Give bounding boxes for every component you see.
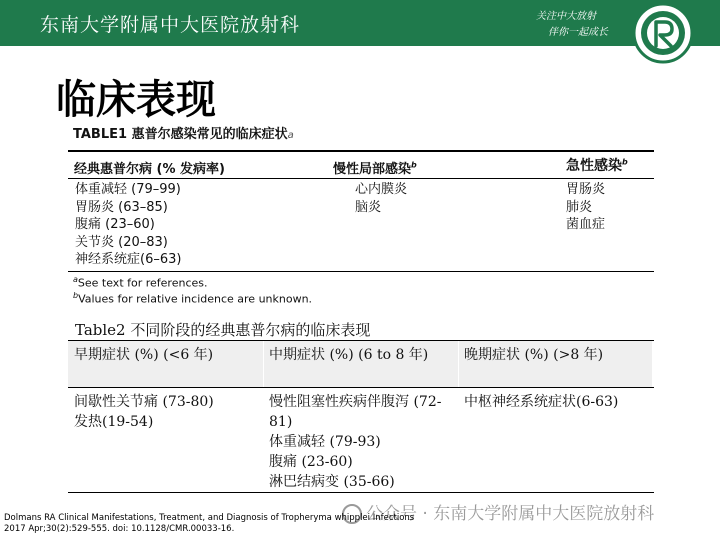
table1-top-rule [68,150,654,152]
list-item: 腹痛 (23–60) [75,217,155,232]
footnote-a-sup: a [73,275,78,284]
list-item: 肺炎 [566,199,593,215]
table1-bottom-rule [68,271,654,272]
list-item: 关节炎 (20–83) [75,234,168,250]
table2-col-mid [269,392,459,492]
page-title: 临床表现 [56,77,216,123]
footnote-a-text: See text for references. [77,276,208,290]
slogan-line-2: 伴你一起成长 [548,27,608,38]
list-item: 体重减轻 (79-93) [269,434,381,450]
table1-caption [73,123,294,142]
reference-line-2: 2017 Apr;30(2):529-555. doi: 10.1128/CMR.00033-16. [4,524,235,534]
table1-header-3-sup: b [622,157,628,167]
table2-divider [263,341,264,387]
table1-header-1-text: 经典惠普尔病 (% 发病率) [74,162,225,177]
table1-header-2-sup: b [411,160,417,170]
reference [4,513,414,535]
list-item: 心内膜炎 [355,182,408,197]
table1-header-2-text: 慢性局部感染 [333,162,412,177]
header-bar [0,0,720,46]
table1-header-1 [74,158,225,177]
table1-header-3-text: 急性感染 [566,158,622,174]
table2-caption: Table2 不同阶段的经典惠普尔病的临床表现 [75,321,371,339]
table2-col-late [464,392,650,412]
list-item: 发热(19-54) [74,414,154,430]
reference-line-1: Dolmans RA Clinical Manifestations, Treatment, and Diagnosis of Tropheryma whipplei Infections [4,513,415,523]
table2-header-late: 晚期症状 (%) (>8 年) [464,347,604,363]
table1-caption-text: TABLE1 惠普尔感染常见的临床症状 [73,127,288,142]
table1-header-3 [566,155,628,175]
table2-col-early [74,392,260,432]
watermark-text: 公众号 · 东南大学附属中大医院放射科 [366,504,655,524]
list-item: 间歇性关节痛 (73-80) [74,394,214,410]
hospital-logo [632,2,694,64]
list-item: 体重减轻 (79–99) [75,182,181,197]
table1-col-chronic [355,181,407,216]
list-item: 胃肠炎 (63–85) [75,199,168,215]
table2-bottom-rule [68,492,654,493]
table2-header-rule [68,387,654,388]
header-title: 东南大学附属中大医院放射科 [40,14,301,36]
table1-header-rule [68,178,654,179]
table1-header-2 [333,158,417,177]
table1-caption-sup: a [287,130,294,141]
list-item: 中枢神经系统症状(6-63) [464,394,619,410]
list-item: 神经系统症(6–63) [75,252,182,267]
list-item: 淋巴结病变 (35-66) [269,474,395,490]
table2-header-early: 早期症状 (%) (<6 年) [74,347,214,363]
footnote-b-sup: b [73,291,79,300]
list-item: 脑炎 [355,199,382,215]
table2-divider [458,341,459,387]
table1-footnote-b [73,291,312,306]
table1-footnote-a [73,275,208,290]
table2-header-mid: 中期症状 (%) (6 to 8 年) [269,347,429,363]
table1-col-classic [75,181,181,269]
header-slogan [536,9,608,41]
list-item: 胃肠炎 [566,182,606,197]
footnote-b-text: Values for relative incidence are unknown. [78,292,313,306]
list-item: 腹痛 (23-60) [269,454,353,470]
list-item: 菌血症 [566,217,606,232]
table1-col-acute [566,181,605,234]
slogan-line-1: 关注中大放射 [536,11,596,22]
list-item: 慢性阻塞性疾病伴腹泻 (72-81) [269,394,442,430]
